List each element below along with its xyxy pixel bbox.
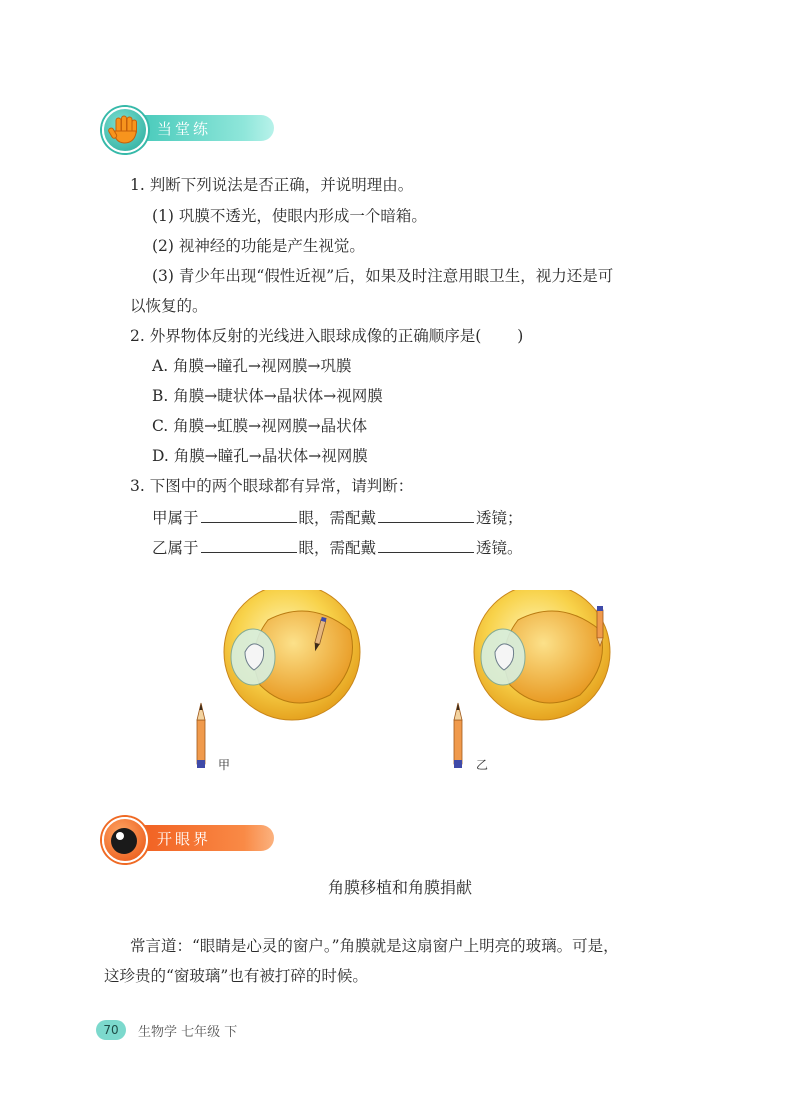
answer-blank[interactable]: [378, 538, 474, 553]
question-1-item-1: (1) 巩膜不透光，使眼内形成一个暗箱。: [152, 207, 427, 225]
eye-icon: [102, 817, 148, 863]
question-2-option-b: B. 角膜→睫状体→晶状体→视网膜: [152, 387, 383, 405]
row-2-mid: 眼，需配戴: [298, 539, 377, 557]
question-2-option-a: A. 角膜→瞳孔→视网膜→巩膜: [152, 357, 352, 375]
explore-section-banner: [102, 817, 282, 859]
eyeball-illustration-right: [440, 590, 640, 780]
question-2-option-c: C. 角膜→虹膜→视网膜→晶状体: [152, 417, 368, 435]
eyeball-illustration-left: [190, 590, 390, 780]
question-2-close-paren: ): [517, 327, 524, 345]
article-title: 角膜移植和角膜捐献: [327, 878, 472, 897]
article-paragraph-line-2: 这珍贵的“窗玻璃”也有被打碎的时候。: [104, 967, 368, 985]
question-2-stem: [130, 326, 523, 346]
article-paragraph-line-1: 常言道：“眼睛是心灵的窗户。”角膜就是这扇窗户上明亮的玻璃。可是，: [130, 937, 619, 955]
row-2-label: 乙属于: [152, 539, 199, 557]
row-1-mid: 眼，需配戴: [298, 509, 377, 527]
question-3-stem: 3. 下图中的两个眼球都有异常，请判断：: [130, 477, 414, 495]
row-1-end: 透镜；: [476, 509, 523, 527]
explore-section-title: 开眼界: [157, 830, 212, 848]
question-2-option-d: D. 角膜→瞳孔→晶状体→视网膜: [152, 447, 368, 465]
question-3-row-2: [152, 538, 523, 558]
question-1-item-3: (3) 青少年出现“假性近视”后，如果及时注意用眼卫生，视力还是可: [152, 267, 614, 285]
hand-icon: [102, 107, 148, 153]
page-number: 70: [96, 1020, 126, 1040]
question-1-item-2: (2) 视神经的功能是产生视觉。: [152, 237, 365, 255]
question-1-item-3-cont: 以恢复的。: [130, 297, 208, 315]
answer-blank[interactable]: [201, 538, 297, 553]
answer-blank[interactable]: [201, 508, 297, 523]
figure-label-jia: 甲: [218, 758, 231, 772]
eyeball-figure-right: [440, 590, 640, 780]
figure-label-yi: 乙: [476, 758, 489, 772]
question-3-row-1: [152, 508, 523, 528]
row-1-label: 甲属于: [152, 509, 199, 527]
answer-blank[interactable]: [378, 508, 474, 523]
practice-section-banner: [102, 107, 282, 149]
eyeball-figure-left: [190, 590, 390, 780]
book-title: 生物学 七年级 下: [138, 1025, 238, 1040]
question-2-text: 2. 外界物体反射的光线进入眼球成像的正确顺序是(: [130, 327, 482, 345]
row-2-end: 透镜。: [476, 539, 523, 557]
practice-section-title: 当堂练: [157, 120, 212, 138]
question-1-stem: 1. 判断下列说法是否正确，并说明理由。: [130, 176, 414, 194]
